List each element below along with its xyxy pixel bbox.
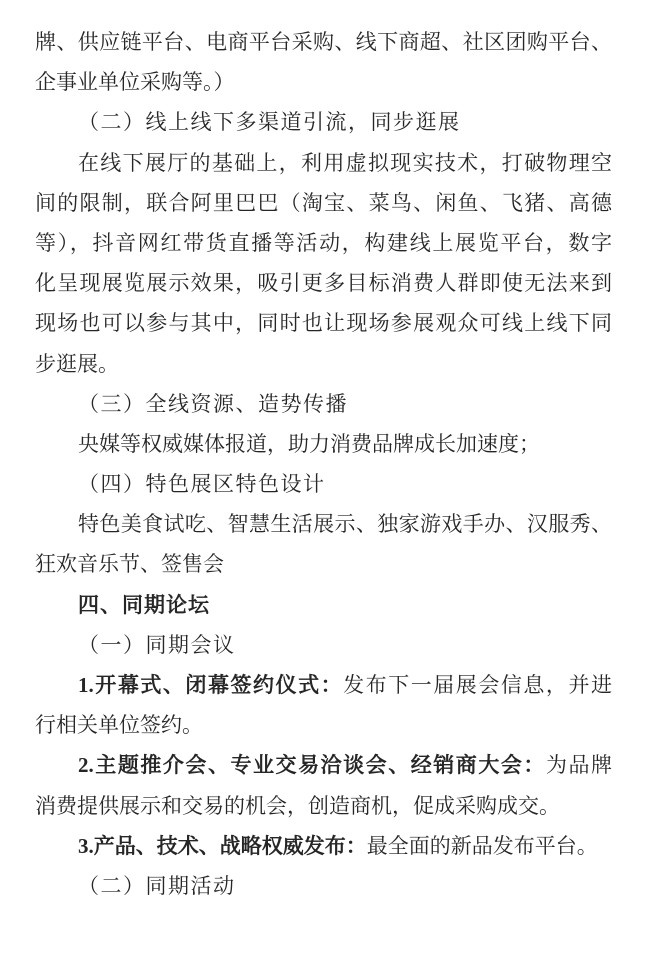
list-item-theme-promotion (35, 745, 612, 785)
list-item-bold-lead: 2.主题推介会、专业交易洽谈会、经销商大会： (78, 753, 546, 778)
list-item-product-release (35, 826, 612, 866)
list-item-bold-lead: 3.产品、技术、战略权威发布： (78, 833, 367, 858)
paragraph-line: 狂欢音乐节、签售会 (35, 552, 224, 577)
subheading-featured-zones: （四）特色展区特色设计 (78, 472, 326, 497)
paragraph-line: 间的限制，联合阿里巴巴（淘宝、菜鸟、闲鱼、飞猪、高德 (35, 190, 612, 215)
paragraph-line: 化呈现展览展示效果，吸引更多目标消费人群即使无法来到 (35, 271, 612, 296)
subheading-media-resources: （三）全线资源、造势传播 (78, 391, 348, 416)
paragraph-line: 步逛展。 (35, 351, 119, 376)
paragraph-line: 消费提供展示和交易的机会，创造商机，促成采购成交。 (35, 793, 560, 818)
paragraph-line: 等），抖音网红带货直播等活动，构建线上展览平台，数字 (35, 230, 612, 255)
paragraph-line: 特色美食试吃、智慧生活展示、独家游戏手办、汉服秀、 (78, 512, 612, 537)
list-item-text: 为品牌 (545, 753, 613, 778)
paragraph-line: 牌、供应链平台、电商平台采购、线下商超、社区团购平台、 (35, 30, 612, 54)
paragraph-line: 央媒等权威媒体报道，助力消费品牌成长加速度； (78, 431, 540, 456)
list-item-text: 最全面的新品发布平台。 (366, 833, 598, 858)
list-item-bold-lead: 1.开幕式、闭幕签约仪式： (78, 673, 344, 697)
list-item-text: 发布下一届展会信息，并进 (343, 673, 612, 697)
subheading-concurrent-meetings: （一）同期会议 (78, 632, 236, 657)
paragraph-line: 在线下展厅的基础上，利用虚拟现实技术，打破物理空 (78, 150, 612, 175)
list-item-opening-ceremony (35, 665, 612, 705)
heading-concurrent-forum: 四、同期论坛 (78, 592, 210, 617)
paragraph-line: 行相关单位签约。 (35, 713, 203, 738)
paragraph-line: 现场也可以参与其中，同时也让现场参展观众可线上线下同 (35, 311, 612, 336)
subheading-concurrent-activities: （二）同期活动 (78, 873, 236, 898)
subheading-online-offline-channels: （二）线上线下多渠道引流，同步逛展 (78, 110, 461, 135)
paragraph-line: 企事业单位采购等。） (35, 70, 235, 95)
